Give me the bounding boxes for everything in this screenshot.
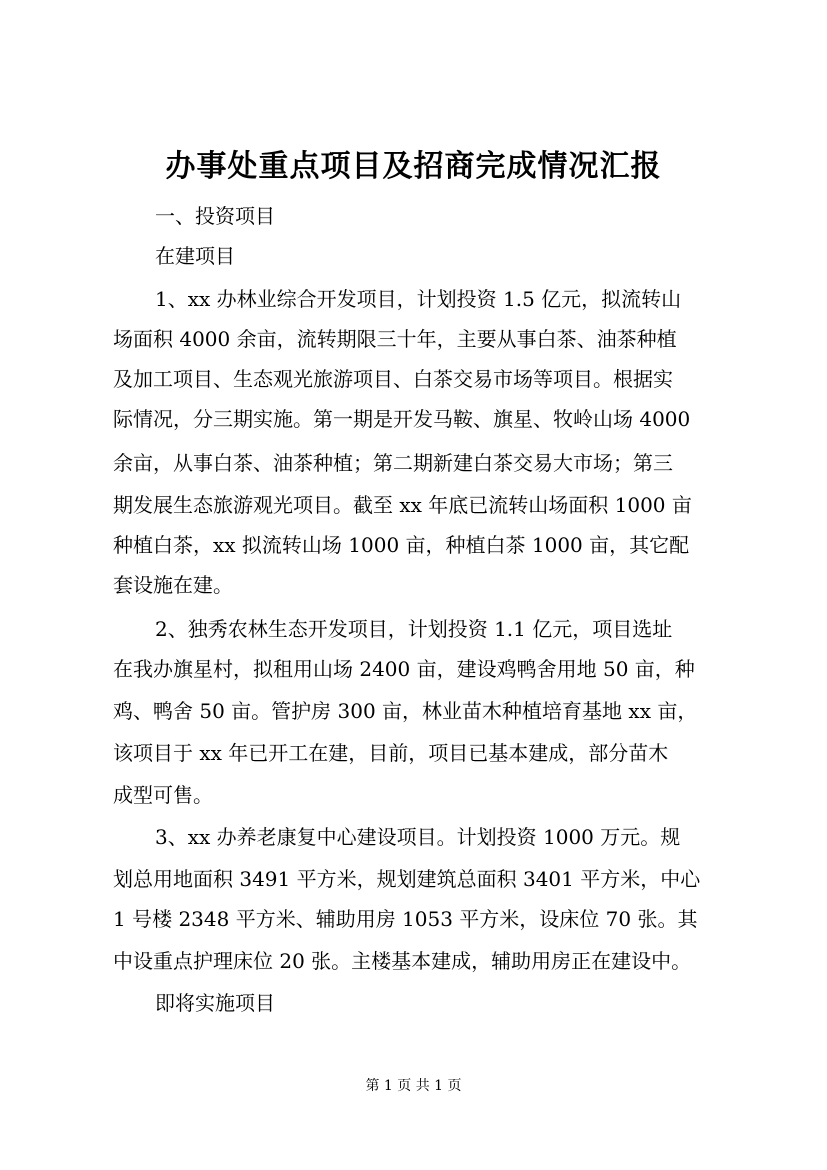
paragraph-2-line-2: 在我办旗星村，拟租用山场 2400 亩，建设鸡鸭舍用地 50 亩，种 <box>113 657 695 681</box>
page-number-footer: 第 1 页 共 1 页 <box>365 1078 462 1094</box>
paragraph-3-line-4: 中设重点护理床位 20 张。主楼基本建成，辅助用房正在建设中。 <box>113 949 692 973</box>
paragraph-1-line-7: 种植白茶，xx 拟流转山场 1000 亩，种植白茶 1000 亩，其它配 <box>113 533 690 557</box>
document-title: 办事处重点项目及招商完成情况汇报 <box>165 149 662 184</box>
paragraph-1-line-2: 场面积 4000 余亩，流转期限三十年，主要从事白茶、油茶种植 <box>113 327 677 351</box>
paragraph-3-line-2: 划总用地面积 3491 平方米，规划建筑总面积 3401 平方米，中心 <box>113 867 701 891</box>
subheading-upcoming-projects: 即将实施项目 <box>155 991 275 1015</box>
paragraph-1-line-5: 余亩，从事白茶、油茶种植；第二期新建白茶交易大市场；第三 <box>113 451 673 475</box>
paragraph-1-line-4: 际情况，分三期实施。第一期是开发马鞍、旗星、牧岭山场 4000 <box>113 407 691 431</box>
paragraph-1-line-1: 1、xx 办林业综合开发项目，计划投资 1.5 亿元，拟流转山 <box>155 287 682 311</box>
section-heading-investment: 一、投资项目 <box>155 204 275 228</box>
paragraph-2-line-4: 该项目于 xx 年已开工在建，目前，项目已基本建成，部分苗木 <box>113 741 669 765</box>
paragraph-1-line-8: 套设施在建。 <box>113 573 233 597</box>
paragraph-3-line-1: 3、xx 办养老康复中心建设项目。计划投资 1000 万元。规 <box>155 825 681 849</box>
paragraph-2-line-3: 鸡、鸭舍 50 亩。管护房 300 亩，林业苗木种植培育基地 xx 亩， <box>113 699 698 723</box>
paragraph-1-line-3: 及加工项目、生态观光旅游项目、白茶交易市场等项目。根据实 <box>113 367 673 391</box>
paragraph-2-line-1: 2、独秀农林生态开发项目，计划投资 1.1 亿元，项目选址 <box>155 617 673 641</box>
subheading-under-construction: 在建项目 <box>155 244 235 268</box>
paragraph-2-line-5: 成型可售。 <box>113 783 213 807</box>
paragraph-1-line-6: 期发展生态旅游观光项目。截至 xx 年底已流转山场面积 1000 亩 <box>113 493 692 517</box>
paragraph-3-line-3: 1 号楼 2348 平方米、辅助用房 1053 平方米，设床位 70 张。其 <box>113 907 698 931</box>
